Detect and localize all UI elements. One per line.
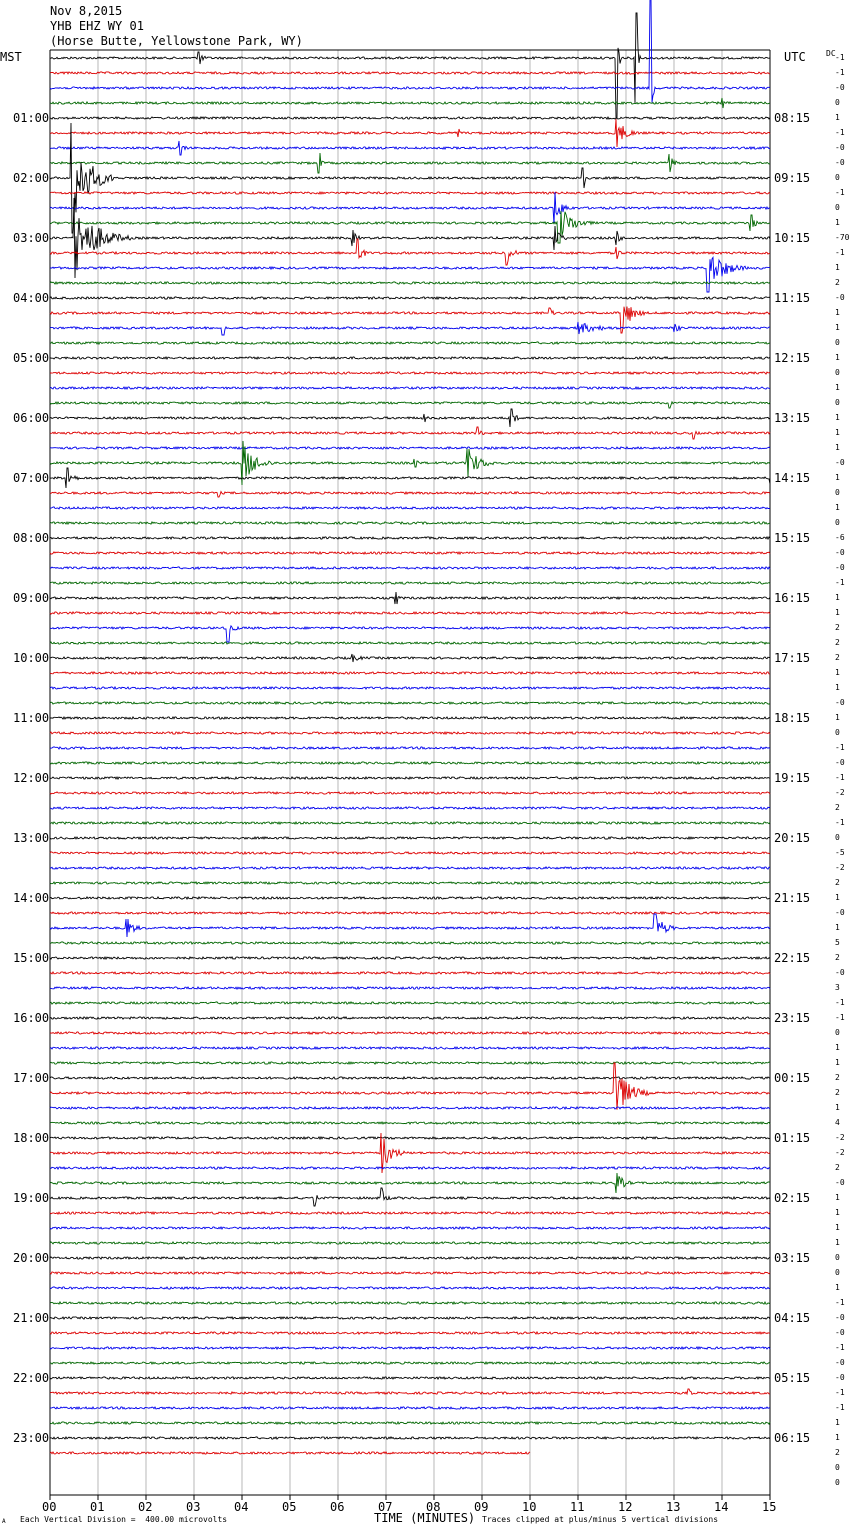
mst-hour-label: 02:00 xyxy=(13,171,50,185)
trace-4 xyxy=(50,117,770,119)
minute-gridlines xyxy=(50,50,770,1495)
dc-offset-label: 0 xyxy=(835,203,840,212)
trace-86 xyxy=(50,1347,770,1349)
dc-offset-label: -2 xyxy=(835,863,845,872)
mst-hour-label: 23:00 xyxy=(13,1431,50,1445)
trace-15 xyxy=(50,282,770,284)
utc-hour-label: 16:15 xyxy=(774,591,811,605)
trace-1 xyxy=(50,72,770,74)
dc-offset-label: -0 xyxy=(835,1373,845,1382)
dc-offset-label: 0 xyxy=(835,518,840,527)
dc-offset-label: 1 xyxy=(835,443,840,452)
trace-9 xyxy=(50,192,770,194)
dc-offset-label: 1 xyxy=(835,1208,840,1217)
dc-offset-label: -0 xyxy=(835,758,845,767)
dc-offset-label: 1 xyxy=(835,1238,840,1247)
trace-63 xyxy=(50,1002,770,1004)
x-tick-label: 01 xyxy=(90,1500,105,1514)
x-tick-label: 12 xyxy=(618,1500,633,1514)
mst-hour-label: 22:00 xyxy=(13,1371,50,1385)
trace-7 xyxy=(50,153,770,173)
utc-hour-label: 02:15 xyxy=(774,1191,811,1205)
dc-offset-label: -0 xyxy=(835,1178,845,1187)
utc-hour-label: 08:15 xyxy=(774,111,811,125)
dc-offset-label: -1 xyxy=(835,128,845,137)
trace-70 xyxy=(50,1107,770,1109)
trace-14 xyxy=(50,257,770,292)
dc-offset-label: 0 xyxy=(835,728,840,737)
trace-25 xyxy=(50,427,770,439)
mst-hour-label: 20:00 xyxy=(13,1251,50,1265)
trace-29 xyxy=(50,492,770,498)
mst-hour-label: 06:00 xyxy=(13,411,50,425)
station-label: YHB EHZ WY 01 xyxy=(50,19,144,33)
trace-30 xyxy=(50,507,770,509)
x-tick-label: 07 xyxy=(378,1500,393,1514)
trace-34 xyxy=(50,567,770,569)
utc-hour-label: 04:15 xyxy=(774,1311,811,1325)
trace-57 xyxy=(50,912,770,914)
dc-offset-label: 1 xyxy=(835,353,840,362)
trace-60 xyxy=(50,957,770,959)
trace-75 xyxy=(50,1173,770,1193)
x-tick-label: 15 xyxy=(762,1500,777,1514)
trace-10 xyxy=(50,192,770,224)
dc-offset-label: 2 xyxy=(835,638,840,647)
mst-hour-label: 05:00 xyxy=(13,351,50,365)
trace-32 xyxy=(50,537,770,539)
dc-offset-label: -0 xyxy=(835,143,845,152)
dc-offset-label: 0 xyxy=(835,98,840,107)
dc-offset-label: -70 xyxy=(835,233,850,242)
trace-90 xyxy=(50,1407,770,1409)
trace-50 xyxy=(50,807,770,809)
dc-offset-label: -0 xyxy=(835,1358,845,1367)
dc-offset-label: 0 xyxy=(835,173,840,182)
trace-5 xyxy=(50,119,770,147)
trace-22 xyxy=(50,387,770,389)
dc-offset-label: 0 xyxy=(835,1478,840,1487)
dc-offset-label: 0 xyxy=(835,1463,840,1472)
dc-column-title: DC xyxy=(826,49,836,58)
x-tick-label: 06 xyxy=(330,1500,345,1514)
trace-12 xyxy=(50,198,770,278)
trace-38 xyxy=(50,626,770,642)
mst-hour-label: 17:00 xyxy=(13,1071,50,1085)
trace-26 xyxy=(50,447,770,449)
dc-offset-label: -1 xyxy=(835,743,845,752)
trace-88 xyxy=(50,1377,770,1379)
mst-hour-label: 15:00 xyxy=(13,951,50,965)
x-tick-label: 00 xyxy=(42,1500,57,1514)
x-tick-label: 11 xyxy=(570,1500,585,1514)
dc-offset-label: -0 xyxy=(835,158,845,167)
dc-offset-label: 1 xyxy=(835,383,840,392)
mst-hour-label: 21:00 xyxy=(13,1311,50,1325)
trace-21 xyxy=(50,372,770,374)
dc-offset-label: 1 xyxy=(835,1193,840,1202)
utc-hour-label: 20:15 xyxy=(774,831,811,845)
x-tick-label: 10 xyxy=(522,1500,537,1514)
utc-hour-label: 18:15 xyxy=(774,711,811,725)
trace-56 xyxy=(50,897,770,899)
dc-offset-label: 1 xyxy=(835,1223,840,1232)
x-tick-label: 13 xyxy=(666,1500,681,1514)
mst-hour-label: 08:00 xyxy=(13,531,50,545)
dc-offset-label: 2 xyxy=(835,1073,840,1082)
trace-71 xyxy=(50,1122,770,1124)
trace-82 xyxy=(50,1287,770,1289)
utc-hour-label: 15:15 xyxy=(774,531,811,545)
mst-hour-label: 12:00 xyxy=(13,771,50,785)
trace-59 xyxy=(50,942,770,944)
mst-hour-label: 11:00 xyxy=(13,711,50,725)
dc-offset-label: 1 xyxy=(835,1058,840,1067)
trace-49 xyxy=(50,792,770,794)
dc-offset-label: 0 xyxy=(835,1268,840,1277)
dc-offset-label: 1 xyxy=(835,218,840,227)
dc-offset-label: 1 xyxy=(835,428,840,437)
utc-hour-label: 00:15 xyxy=(774,1071,811,1085)
dc-offset-label: 1 xyxy=(835,263,840,272)
x-axis-title: TIME (MINUTES) xyxy=(374,1511,476,1525)
dc-offset-label: 1 xyxy=(835,1043,840,1052)
dc-offset-label: 1 xyxy=(835,113,840,122)
dc-offset-label: -1 xyxy=(835,773,845,782)
trace-89 xyxy=(50,1389,770,1394)
trace-66 xyxy=(50,1047,770,1049)
dc-offset-label: -0 xyxy=(835,1313,845,1322)
x-tick-label: 09 xyxy=(474,1500,489,1514)
trace-74 xyxy=(50,1167,770,1169)
utc-hour-label: 05:15 xyxy=(774,1371,811,1385)
trace-92 xyxy=(50,1437,770,1439)
dc-offset-label: 0 xyxy=(835,1253,840,1262)
mst-hour-label: 19:00 xyxy=(13,1191,50,1205)
dc-offset-label: -1 xyxy=(835,818,845,827)
trace-42 xyxy=(50,687,770,689)
trace-65 xyxy=(50,1032,770,1034)
utc-hour-label: 11:15 xyxy=(774,291,811,305)
dc-offset-label: -1 xyxy=(835,188,845,197)
dc-offset-label: -2 xyxy=(835,1133,845,1142)
trace-55 xyxy=(50,882,770,884)
dc-offset-label: 1 xyxy=(835,1418,840,1427)
utc-axis-title: UTC xyxy=(784,50,806,64)
trace-17 xyxy=(50,307,770,334)
mst-hour-label: 09:00 xyxy=(13,591,50,605)
x-axis-ticks xyxy=(50,1495,770,1500)
dc-offset-label: 3 xyxy=(835,983,840,992)
trace-46 xyxy=(50,747,770,749)
dc-offset-label: -0 xyxy=(835,563,845,572)
dc-offset-label: 0 xyxy=(835,488,840,497)
dc-offset-label: -1 xyxy=(835,248,845,257)
trace-35 xyxy=(50,582,770,584)
dc-offset-label: -6 xyxy=(835,533,845,542)
dc-offset-label: 0 xyxy=(835,338,840,347)
trace-40 xyxy=(50,654,770,662)
dc-offset-label: -1 xyxy=(835,1388,845,1397)
trace-79 xyxy=(50,1242,770,1244)
trace-48 xyxy=(50,777,770,779)
dc-offset-label: -1 xyxy=(835,1343,845,1352)
dc-offset-label: 1 xyxy=(835,668,840,677)
mst-hour-label: 13:00 xyxy=(13,831,50,845)
trace-43 xyxy=(50,702,770,704)
date-label: Nov 8,2015 xyxy=(50,4,123,18)
dc-offset-label: 2 xyxy=(835,278,840,287)
trace-84 xyxy=(50,1317,770,1319)
trace-80 xyxy=(50,1257,770,1259)
dc-offset-label: 2 xyxy=(835,653,840,662)
trace-87 xyxy=(50,1362,770,1364)
dc-offset-label: -0 xyxy=(835,458,845,467)
trace-78 xyxy=(50,1227,770,1229)
utc-hour-label: 09:15 xyxy=(774,171,811,185)
x-tick-label: 02 xyxy=(138,1500,153,1514)
trace-44 xyxy=(50,717,770,719)
dc-offset-label: -2 xyxy=(835,788,845,797)
trace-13 xyxy=(50,239,770,265)
trace-3 xyxy=(50,98,770,108)
trace-20 xyxy=(50,357,770,359)
trace-61 xyxy=(50,972,770,974)
trace-85 xyxy=(50,1332,770,1334)
utc-hour-label: 21:15 xyxy=(774,891,811,905)
dc-offset-label: 5 xyxy=(835,938,840,947)
trace-76 xyxy=(50,1188,770,1206)
dc-offset-label: -1 xyxy=(835,53,845,62)
utc-hour-label: 19:15 xyxy=(774,771,811,785)
dc-offset-label: 0 xyxy=(835,398,840,407)
trace-52 xyxy=(50,837,770,839)
trace-83 xyxy=(50,1302,770,1304)
trace-23 xyxy=(50,402,770,408)
utc-hour-label: 12:15 xyxy=(774,351,811,365)
dc-offset-label: 1 xyxy=(835,1103,840,1112)
trace-0 xyxy=(50,13,770,118)
corner-mark: A xyxy=(2,1518,6,1525)
mst-hour-label: 18:00 xyxy=(13,1131,50,1145)
trace-45 xyxy=(50,732,770,734)
dc-offset-label: 2 xyxy=(835,1088,840,1097)
trace-81 xyxy=(50,1272,770,1274)
x-tick-label: 03 xyxy=(186,1500,201,1514)
trace-36 xyxy=(50,592,770,604)
dc-offset-label: 0 xyxy=(835,1028,840,1037)
dc-offset-label: -0 xyxy=(835,83,845,92)
dc-offset-label: 1 xyxy=(835,923,840,932)
trace-31 xyxy=(50,522,770,524)
mst-hour-label: 10:00 xyxy=(13,651,50,665)
trace-91 xyxy=(50,1422,770,1424)
dc-offset-label: 2 xyxy=(835,803,840,812)
trace-33 xyxy=(50,552,770,554)
dc-offset-label: 1 xyxy=(835,608,840,617)
x-tick-label: 05 xyxy=(282,1500,297,1514)
trace-47 xyxy=(50,762,770,764)
dc-offset-label: 1 xyxy=(835,683,840,692)
scale-note: Each Vertical Division = 400.00 microvolts xyxy=(20,1515,228,1524)
trace-16 xyxy=(50,297,770,299)
dc-offset-label: 4 xyxy=(835,1118,840,1127)
mst-hour-label: 14:00 xyxy=(13,891,50,905)
mst-hour-label: 01:00 xyxy=(13,111,50,125)
dc-offset-label: 1 xyxy=(835,413,840,422)
dc-offset-label: 0 xyxy=(835,833,840,842)
dc-offset-label: 2 xyxy=(835,878,840,887)
utc-hour-label: 01:15 xyxy=(774,1131,811,1145)
dc-offset-label: -1 xyxy=(835,1013,845,1022)
dc-offset-label: -1 xyxy=(835,578,845,587)
trace-24 xyxy=(50,409,770,427)
x-tick-label: 08 xyxy=(426,1500,441,1514)
dc-offset-label: 1 xyxy=(835,713,840,722)
x-tick-label: 14 xyxy=(714,1500,729,1514)
x-tick-label: 04 xyxy=(234,1500,249,1514)
trace-51 xyxy=(50,822,770,824)
dc-offset-label: 1 xyxy=(835,473,840,482)
dc-offset-label: 2 xyxy=(835,623,840,632)
dc-offset-label: 0 xyxy=(835,368,840,377)
dc-offset-label: -0 xyxy=(835,908,845,917)
clip-note: Traces clipped at plus/minus 5 vertical divisions xyxy=(482,1515,719,1524)
dc-offset-label: 1 xyxy=(835,1433,840,1442)
utc-hour-label: 22:15 xyxy=(774,951,811,965)
dc-offset-label: -0 xyxy=(835,293,845,302)
location-label: (Horse Butte, Yellowstone Park, WY) xyxy=(50,34,303,48)
dc-offset-label: -1 xyxy=(835,1298,845,1307)
dc-offset-label: -0 xyxy=(835,968,845,977)
dc-offset-label: 1 xyxy=(835,893,840,902)
trace-62 xyxy=(50,987,770,989)
utc-hour-label: 13:15 xyxy=(774,411,811,425)
trace-53 xyxy=(50,852,770,854)
utc-hour-label: 10:15 xyxy=(774,231,811,245)
trace-68 xyxy=(50,1077,770,1079)
seismic-traces xyxy=(50,0,770,1454)
utc-hour-label: 23:15 xyxy=(774,1011,811,1025)
mst-axis-title: MST xyxy=(0,50,22,64)
dc-offset-label: -0 xyxy=(835,1328,845,1337)
dc-offset-label: 1 xyxy=(835,323,840,332)
trace-67 xyxy=(50,1062,770,1064)
trace-41 xyxy=(50,672,770,674)
dc-offset-label: -5 xyxy=(835,848,845,857)
trace-54 xyxy=(50,867,770,869)
mst-hour-label: 07:00 xyxy=(13,471,50,485)
trace-6 xyxy=(50,141,770,155)
dc-offset-label: 2 xyxy=(835,1448,840,1457)
dc-offset-label: -1 xyxy=(835,68,845,77)
dc-offset-label: 1 xyxy=(835,1283,840,1292)
utc-hour-label: 03:15 xyxy=(774,1251,811,1265)
trace-64 xyxy=(50,1017,770,1019)
trace-39 xyxy=(50,642,770,644)
mst-hour-label: 03:00 xyxy=(13,231,50,245)
trace-72 xyxy=(50,1137,770,1139)
trace-8 xyxy=(50,123,770,233)
mst-hour-label: 04:00 xyxy=(13,291,50,305)
dc-offset-label: 2 xyxy=(835,1163,840,1172)
dc-offset-label: -1 xyxy=(835,1403,845,1412)
dc-offset-label: -2 xyxy=(835,1148,845,1157)
utc-hour-label: 06:15 xyxy=(774,1431,811,1445)
dc-offset-label: 1 xyxy=(835,593,840,602)
dc-offset-label: 2 xyxy=(835,953,840,962)
trace-18 xyxy=(50,322,770,335)
dc-offset-label: -0 xyxy=(835,698,845,707)
dc-offset-label: -1 xyxy=(835,998,845,1007)
dc-offset-label: -0 xyxy=(835,548,845,557)
utc-hour-label: 17:15 xyxy=(774,651,811,665)
mst-hour-label: 16:00 xyxy=(13,1011,50,1025)
trace-77 xyxy=(50,1212,770,1214)
dc-offset-label: 1 xyxy=(835,308,840,317)
trace-28 xyxy=(50,468,770,488)
utc-hour-label: 14:15 xyxy=(774,471,811,485)
trace-69 xyxy=(50,1063,770,1110)
dc-offset-label: 1 xyxy=(835,503,840,512)
trace-2 xyxy=(50,0,770,102)
trace-19 xyxy=(50,342,770,344)
trace-58 xyxy=(50,914,770,937)
trace-37 xyxy=(50,612,770,614)
